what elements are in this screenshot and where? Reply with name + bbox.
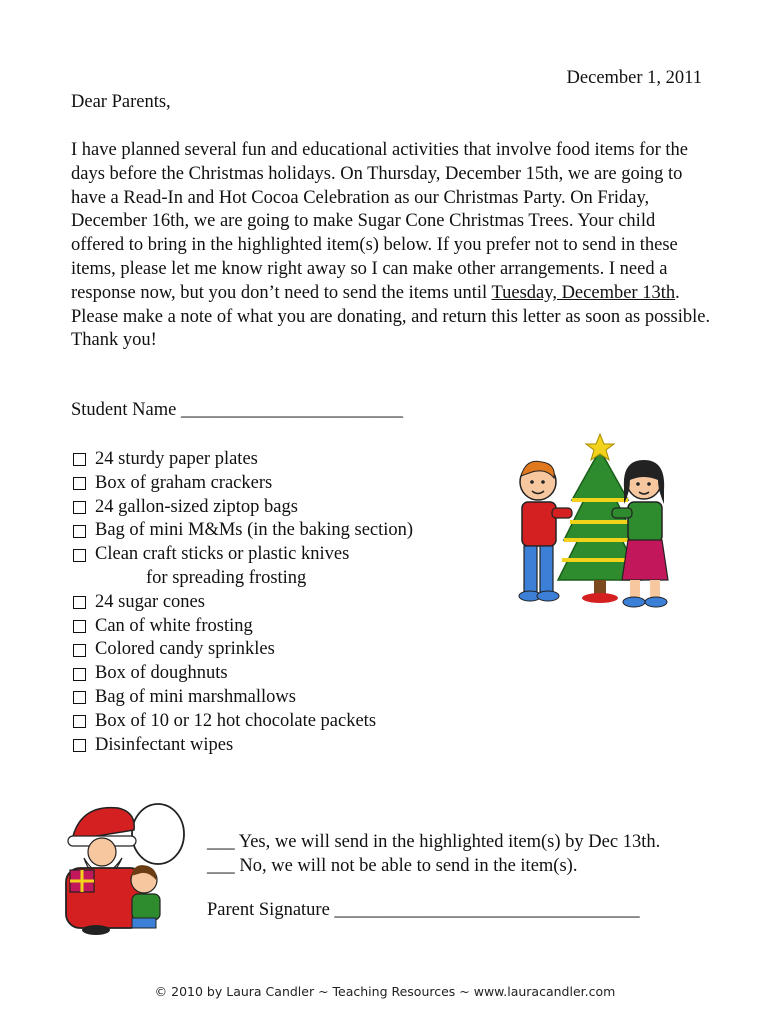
checkbox-icon[interactable] xyxy=(73,525,86,538)
checklist-item xyxy=(73,472,413,496)
deadline-date: Tuesday, December 13th xyxy=(491,282,676,303)
greeting: Dear Parents, xyxy=(71,92,171,112)
checklist-item xyxy=(73,448,413,472)
checkbox-icon[interactable] xyxy=(73,620,86,633)
item-label: Colored candy sprinkles xyxy=(95,639,275,660)
body-part-2: . Please make a note of what you are donating, and return this letter as soon as possible. Thank you! xyxy=(71,282,711,351)
item-label: 24 gallon-sized ziptop bags xyxy=(95,496,298,517)
item-label: Box of doughnuts xyxy=(95,663,228,684)
checklist-item xyxy=(73,543,413,567)
item-label: Clean craft sticks or plastic knives xyxy=(95,544,350,565)
body-part-1: I have planned several fun and educational activities that involve food items for the days before the Christmas holidays. On Thursday, December 15th, we are going to have a Read-In and Hot Cocoa Celebration as our Christmas Party. On Friday, December 16th, we are going to make Sugar Cone Christmas Trees. Your child offered to bring in the highlighted item(s) below. If you prefer not to send in these items, please let me know right away so I can make other arrangements. I need a response now, but you don’t need to send the items until xyxy=(71,140,688,303)
letter-body xyxy=(71,139,711,353)
checkbox-icon[interactable] xyxy=(73,644,86,657)
checkbox-icon[interactable] xyxy=(73,453,86,466)
letter-date: December 1, 2011 xyxy=(566,68,702,88)
item-label: 24 sugar cones xyxy=(95,591,205,612)
item-label: Can of white frosting xyxy=(95,615,253,636)
student-name-field: Student Name ________________________ xyxy=(71,400,403,420)
item-label: Disinfectant wipes xyxy=(95,734,234,755)
item-label: for spreading frosting xyxy=(146,567,307,588)
checklist-item xyxy=(73,662,413,686)
parent-signature-field[interactable]: Parent Signature _________________________________ xyxy=(207,900,640,920)
checkbox-icon[interactable] xyxy=(73,477,86,490)
yes-response-line[interactable]: ___ Yes, we will send in the highlighted item(s) by Dec 13th. xyxy=(207,832,661,852)
copyright-footer: © 2010 by Laura Candler ~ Teaching Resources ~ www.lauracandler.com xyxy=(154,984,616,999)
item-label: Box of 10 or 12 hot chocolate packets xyxy=(95,710,377,731)
checklist-item xyxy=(73,734,413,758)
checkbox-icon[interactable] xyxy=(73,596,86,609)
checklist-item xyxy=(73,638,413,662)
checkbox-icon[interactable] xyxy=(73,668,86,681)
checkbox-icon[interactable] xyxy=(73,739,86,752)
checklist-item xyxy=(73,686,413,710)
checkbox-icon[interactable] xyxy=(73,501,86,514)
checklist-item xyxy=(73,519,413,543)
checklist-item xyxy=(73,710,413,734)
supply-checklist xyxy=(73,448,413,757)
item-label: Bag of mini marshmallows xyxy=(95,686,296,707)
item-label: 24 sturdy paper plates xyxy=(95,449,258,469)
response-options xyxy=(207,830,660,878)
santa-with-child-clipart xyxy=(62,800,190,936)
checklist-item xyxy=(73,496,413,520)
item-label: Bag of mini M&Ms (in the baking section) xyxy=(95,520,414,541)
checklist-item-continuation xyxy=(73,567,413,591)
kids-christmas-tree-clipart xyxy=(512,430,670,616)
checklist-item xyxy=(73,615,413,639)
checkbox-icon[interactable] xyxy=(73,715,86,728)
item-label: Box of graham crackers xyxy=(95,472,273,493)
checkbox-icon[interactable] xyxy=(73,691,86,704)
checkbox-icon[interactable] xyxy=(73,549,86,562)
no-response-line[interactable]: ___ No, we will not be able to send in the item(s). xyxy=(207,856,578,876)
checklist-item xyxy=(73,591,413,615)
